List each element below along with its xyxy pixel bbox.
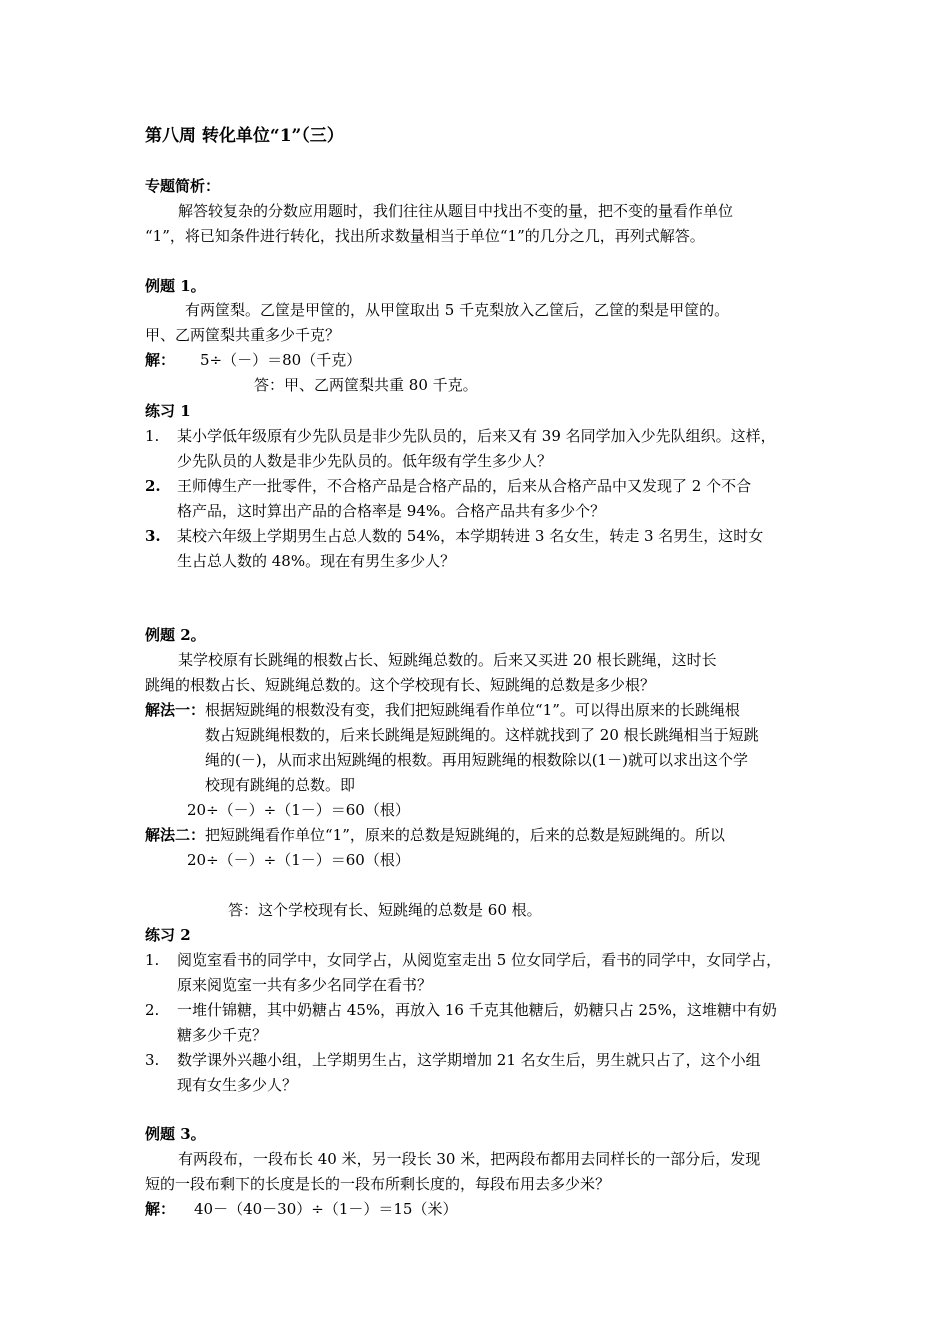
example-2-answer: 答：这个学校现有长、短跳绳的总数是 60 根。 [228,901,542,919]
practice-1-item-1-line-1: 某小学低年级原有少先队员是非少先队员的，后来又有 39 名同学加入少先队组织。这样， [177,427,776,445]
intro-heading: 专题简析： [145,177,221,195]
example-2-line-1: 某学校原有长跳绳的根数占长、短跳绳总数的。后来又买进 20 根长跳绳，这时长 [178,651,717,669]
example-1-heading: 例题 1。 [145,277,206,295]
practice-2-item-1-line-1: 阅览室看书的同学中，女同学占，从阅览室走出 5 位女同学后，看书的同学中，女同学占， [177,951,782,969]
example-1-line-2: 甲、乙两筐梨共重多少千克？ [145,326,341,344]
practice-1-heading: 练习 1 [145,402,191,420]
example-2-method-1-formula: 20÷（－）÷（1－）＝60（根） [187,801,410,819]
example-2-method-1-line-3: 绳的(－)，从而求出短跳绳的根数。再用短跳绳的根数除以(1－)就可以求出这个学 [205,751,748,769]
example-1-solution: 5÷（－）＝80（千克） [200,351,362,369]
practice-2-item-2-number: 2. [145,1001,160,1019]
practice-1-item-3-line-2: 生占总人数的 48%。现在有男生多少人？ [177,552,456,570]
practice-2-item-2-line-2: 糖多少千克？ [177,1026,268,1044]
example-2-method-1-line-2: 数占短跳绳根数的，后来长跳绳是短跳绳的。这样就找到了 20 根长跳绳相当于短跳 [205,726,759,744]
practice-1-item-2-line-1: 王师傅生产一批零件，不合格产品是合格产品的，后来从合格产品中又发现了 2 个不合 [177,477,752,495]
example-2-method-2-label: 解法二： [145,826,206,844]
example-2-method-1-line-1: 根据短跳绳的根数没有变，我们把短跳绳看作单位“1”。可以得出原来的长跳绳根 [205,701,740,719]
example-3-line-1: 有两段布，一段布长 40 米，另一段长 30 米，把两段布都用去同样长的一部分后，发现 [178,1150,761,1168]
example-2-method-2-line-1: 把短跳绳看作单位“1”，原来的总数是短跳绳的，后来的总数是短跳绳的。所以 [205,826,725,844]
example-1-answer: 答：甲、乙两筐梨共重 80 千克。 [254,376,478,394]
example-1-solution-label: 解： [145,351,176,369]
practice-2-item-1-line-2: 原来阅览室一共有多少名同学在看书？ [177,976,433,994]
intro-line-2: “1”，将已知条件进行转化，找出所求数量相当于单位“1”的几分之几，再列式解答。 [145,227,705,245]
practice-2-item-3-number: 3. [145,1051,160,1069]
practice-2-item-1-number: 1. [145,951,160,969]
example-2-heading: 例题 2。 [145,626,206,644]
example-2-line-2: 跳绳的根数占长、短跳绳总数的。这个学校现有长、短跳绳的总数是多少根？ [145,676,656,694]
example-3-solution-label: 解： [145,1200,176,1218]
intro-line-1: 解答较复杂的分数应用题时，我们往往从题目中找出不变的量，把不变的量看作单位 [178,202,734,220]
example-2-method-1-label: 解法一： [145,701,206,719]
page-title: 第八周 转化单位“1”（三） [145,126,344,146]
practice-1-item-3-line-1: 某校六年级上学期男生占总人数的 54%，本学期转进 3 名女生，转走 3 名男生，这时女 [177,527,764,545]
practice-2-item-2-line-1: 一堆什锦糖，其中奶糖占 45%，再放入 16 千克其他糖后，奶糖只占 25%，这堆糖中有奶 [177,1001,777,1019]
example-2-method-2-formula: 20÷（－）÷（1－）＝60（根） [187,851,410,869]
practice-1-item-2-line-2: 格产品，这时算出产品的合格率是 94%。合格产品共有多少个？ [177,502,606,520]
practice-1-item-2-number: 2. [145,477,161,495]
example-2-method-1-line-4: 校现有跳绳的总数。即 [205,776,356,794]
practice-2-heading: 练习 2 [145,926,191,944]
example-3-line-2: 短的一段布剩下的长度是长的一段布所剩长度的，每段布用去多少米？ [145,1175,611,1193]
practice-1-item-1-line-2: 少先队员的人数是非少先队员的。低年级有学生多少人？ [177,452,553,470]
practice-1-item-1-number: 1. [145,427,160,445]
practice-2-item-3-line-2: 现有女生多少人？ [177,1076,298,1094]
example-1-line-1: 有两筐梨。乙筐是甲筐的，从甲筐取出 5 千克梨放入乙筐后，乙筐的梨是甲筐的。 [185,301,730,319]
example-3-solution: 40－（40－30）÷（1－）＝15（米） [194,1200,458,1218]
practice-1-item-3-number: 3. [145,527,161,545]
practice-2-item-3-line-1: 数学课外兴趣小组，上学期男生占，这学期增加 21 名女生后，男生就只占了，这个小组 [177,1051,761,1069]
example-3-heading: 例题 3。 [145,1125,206,1143]
